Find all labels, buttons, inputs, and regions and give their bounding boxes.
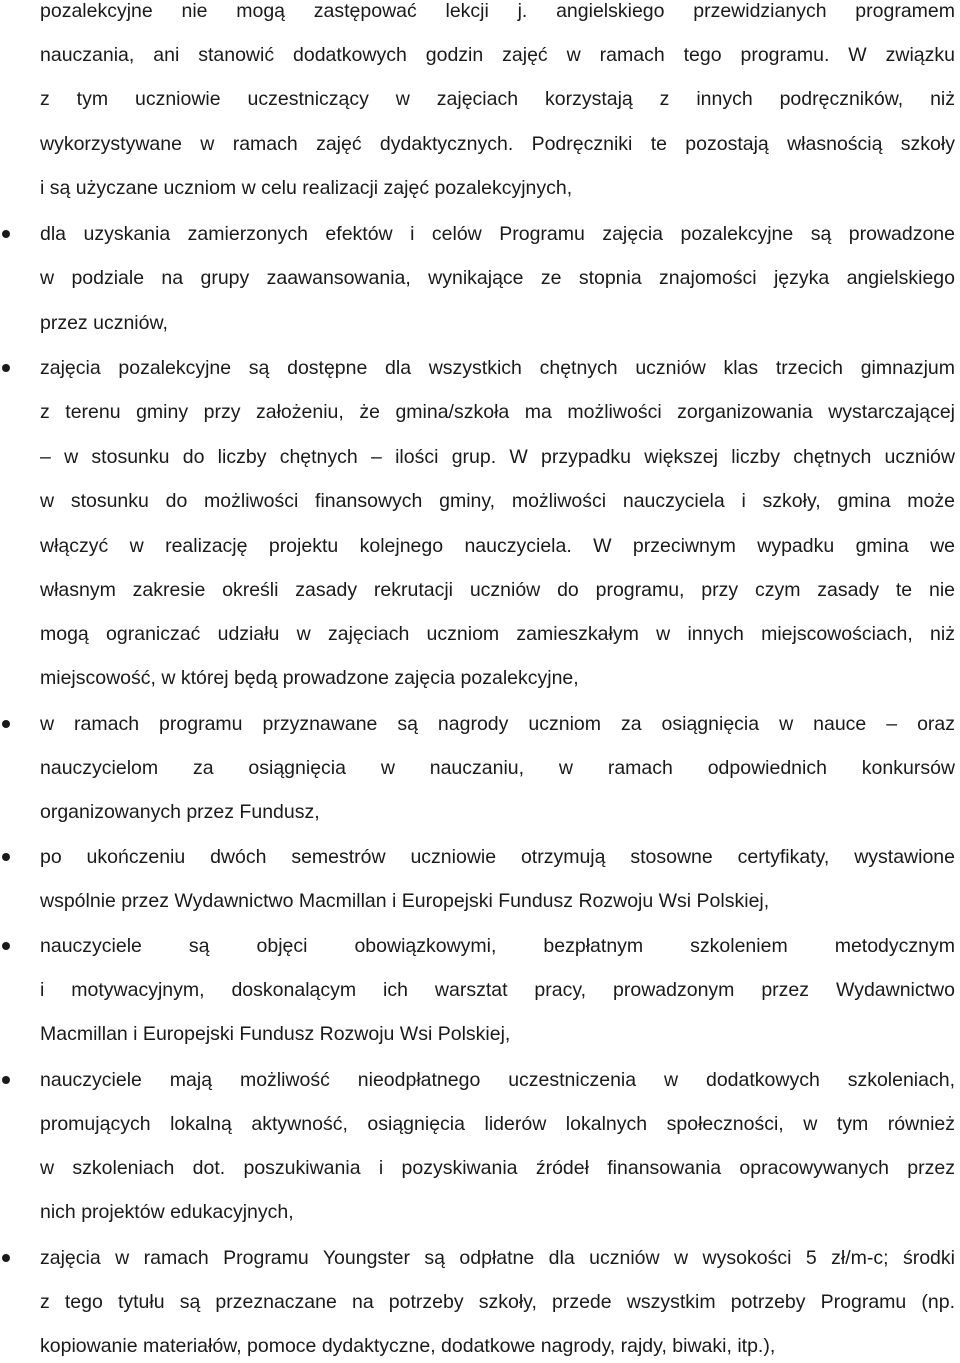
list-item-line: nauczyciele są objęci obowiązkowymi, bezpłatnym szkoleniem metodycznym [40, 935, 955, 957]
list-item-line: kopiowanie materiałów, pomoce dydaktyczne, dodatkowe nagrody, rajdy, biwaki, itp.), [40, 1335, 776, 1357]
list-item-line: zajęcia pozalekcyjne są dostępne dla wszystkich chętnych uczniów klas trzecich gimnazjum [40, 357, 955, 379]
list-item-line: przez uczniów, [40, 312, 168, 334]
bullet-icon [2, 1254, 10, 1262]
bullet-icon [2, 230, 10, 238]
bullet-icon [2, 942, 10, 950]
list-item-line: z tego tytułu są przeznaczane na potrzeby szkoły, przede wszystkim potrzeby Programu (np. [40, 1291, 955, 1313]
bullet-icon [2, 853, 10, 861]
list-item-line: promujących lokalną aktywność, osiągnięcia liderów lokalnych społeczności, w tym również [40, 1113, 955, 1135]
list-item-line: po ukończeniu dwóch semestrów uczniowie otrzymują stosowne certyfikaty, wystawione [40, 846, 955, 868]
list-item-line: włączyć w realizację projektu kolejnego nauczyciela. W przeciwnym wypadku gmina we [40, 535, 955, 557]
bullet-icon [2, 364, 10, 372]
list-item-line: organizowanych przez Fundusz, [40, 801, 320, 823]
bullet-icon [2, 1076, 10, 1084]
list-item-line: miejscowość, w której będą prowadzone zajęcia pozalekcyjne, [40, 667, 579, 689]
list-item-line: wspólnie przez Wydawnictwo Macmillan i Europejski Fundusz Rozwoju Wsi Polskiej, [40, 890, 770, 912]
list-item-line: nich projektów edukacyjnych, [40, 1201, 294, 1223]
intro-line: pozalekcyjne nie mogą zastępować lekcji j. angielskiego przewidzianych programem [40, 0, 955, 22]
list-item-line: dla uzyskania zamierzonych efektów i celów Programu zajęcia pozalekcyjne są prowadzone [40, 223, 955, 245]
list-item-line: w podziale na grupy zaawansowania, wynikające ze stopnia znajomości języka angielskiego [40, 267, 955, 289]
intro-line: wykorzystywane w ramach zajęć dydaktycznych. Podręczniki te pozostają własnością szkoły [40, 133, 955, 155]
list-item-line: zajęcia w ramach Programu Youngster są odpłatne dla uczniów w wysokości 5 zł/m-c; środki [40, 1247, 955, 1269]
list-item-line: własnym zakresie określi zasady rekrutacji uczniów do programu, przy czym zasady te nie [40, 579, 955, 601]
list-item-line: i motywacyjnym, doskonalącym ich warsztat pracy, prowadzonym przez Wydawnictwo [40, 979, 955, 1001]
intro-line: i są użyczane uczniom w celu realizacji zajęć pozalekcyjnych, [40, 177, 573, 199]
list-item-line: mogą ograniczać udziału w zajęciach uczniom zamieszkałym w innych miejscowościach, niż [40, 623, 955, 645]
list-item-line: Macmillan i Europejski Fundusz Rozwoju Wsi Polskiej, [40, 1023, 511, 1045]
list-item-line: – w stosunku do liczby chętnych – ilości grup. W przypadku większej liczby chętnych uczniów [40, 446, 955, 468]
bullet-icon [2, 720, 10, 728]
intro-line: z tym uczniowie uczestniczący w zajęciach korzystają z innych podręczników, niż [40, 88, 955, 110]
list-item-line: w stosunku do możliwości finansowych gminy, możliwości nauczyciela i szkoły, gmina może [40, 490, 955, 512]
list-item-line: z terenu gminy przy założeniu, że gmina/szkoła ma możliwości zorganizowania wystarczającej [40, 401, 955, 423]
intro-line: nauczania, ani stanowić dodatkowych godzin zajęć w ramach tego programu. W związku [40, 44, 955, 66]
list-item-line: nauczycielom za osiągnięcia w nauczaniu, w ramach odpowiednich konkursów [40, 757, 955, 779]
list-item-line: w ramach programu przyznawane są nagrody uczniom za osiągnięcia w nauce – oraz [40, 713, 955, 735]
list-item-line: w szkoleniach dot. poszukiwania i pozyskiwania źródeł finansowania opracowywanych przez [40, 1157, 955, 1179]
list-item-line: nauczyciele mają możliwość nieodpłatnego uczestniczenia w dodatkowych szkoleniach, [40, 1069, 955, 1091]
